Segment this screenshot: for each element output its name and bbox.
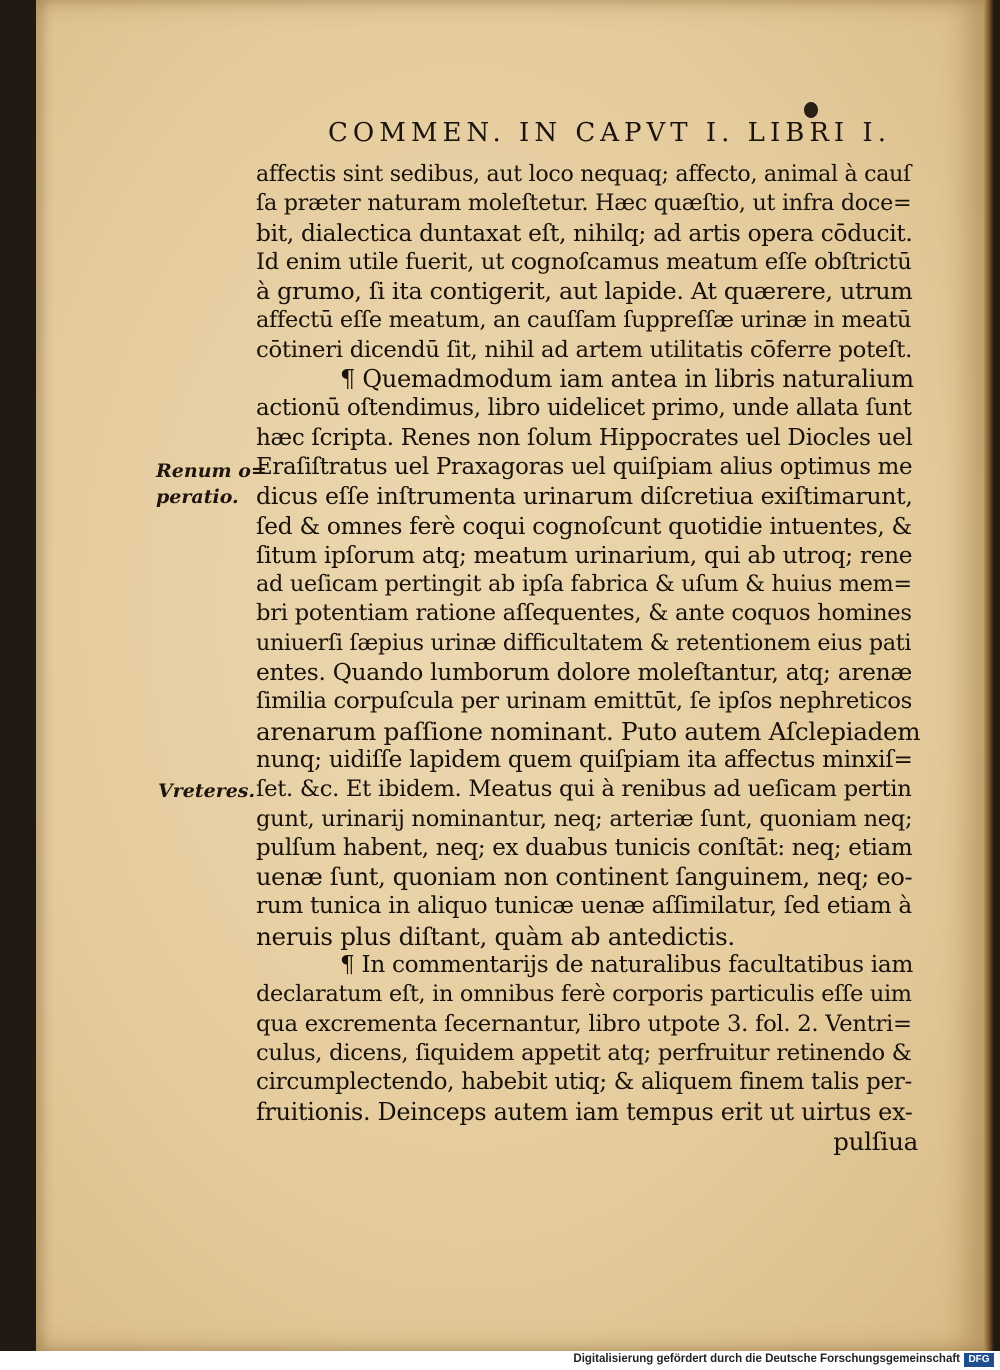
text-line: circumplectendo, habebit utiq; & aliquem finem talis per- bbox=[256, 1069, 912, 1096]
marginal-note-ureteres bbox=[158, 778, 255, 804]
text-line: Id enim utile fuerit, ut cognoſcamus meatum eſſe obſtrictū bbox=[256, 248, 912, 275]
text-line: affectū eſſe meatum, an cauſſam ſuppreſſæ urinæ in meatū bbox=[256, 307, 912, 334]
text-line: nunq; uidiſſe lapidem quem quiſpiam ita affectus minxiſ= bbox=[256, 746, 913, 773]
text-line: entes. Quando lumborum dolore moleſtantur, atq; arenæ bbox=[256, 658, 913, 687]
text-line: culus, dicens, ſiquidem appetit atq; perfruitur retinendo & bbox=[256, 1039, 912, 1066]
text-line: ſimilia corpuſcula per urinam emittūt, ſe ipſos nephreticos bbox=[256, 688, 913, 715]
text-line: rum tunica in aliquo tunicæ uenæ aſſimilatur, ſed etiam à bbox=[256, 893, 912, 920]
text-line: ſet. &c. Et ibidem. Meatus qui à renibus ad ueſicam pertin bbox=[256, 776, 912, 803]
text-line: affectis sint sedibus, aut loco nequaq; affecto, animal à cauſ bbox=[256, 161, 911, 187]
text-line: fruitionis. Deinceps autem iam tempus erit ut uirtus ex- bbox=[256, 1097, 913, 1126]
marginal-note-line: peratio. bbox=[156, 486, 239, 508]
text-line: actionū oſtendimus, libro uidelicet primo, unde allata ſunt bbox=[256, 395, 912, 422]
marginal-note-line: Vreteres. bbox=[158, 780, 256, 802]
text-line: à grumo, ſi ita contigerit, aut lapide. At quærere, utrum bbox=[256, 277, 913, 306]
paragraph-start-line: ¶ Quemadmodum iam antea in libris naturalium bbox=[340, 365, 914, 394]
text-line: ſitum ipſorum atq; meatum urinarium, qui ab utroq; rene bbox=[256, 541, 913, 569]
text-line: cōtineri dicendū ſit, nihil ad artem utilitatis cōferre poteſt. bbox=[256, 336, 913, 363]
ink-blot bbox=[804, 102, 818, 118]
text-line: dicus eſſe inſtrumenta urinarum diſcretiua exiſtimarunt, bbox=[256, 482, 913, 511]
text-line: neruis plus diſtant, quàm ab antedictis. bbox=[256, 921, 735, 951]
body-text bbox=[256, 160, 920, 1156]
text-line: ſed & omnes ferè coqui cognoſcunt quotidie intuentes, & bbox=[256, 512, 912, 540]
text-line: uniuerſi ſæpius urinæ difficultatem & retentionem eius pati bbox=[256, 629, 912, 656]
marginal-note-renum bbox=[156, 458, 267, 510]
text-line: declaratum eſt, in omnibus ferè corporis particulis eſſe uim bbox=[256, 981, 912, 1008]
running-head: COMMEN. IN CAPVT I. LIBRI I. bbox=[328, 118, 891, 148]
catchword: pulſiua bbox=[833, 1126, 918, 1156]
text-line: ad ueſicam pertingit ab ipſa fabrica & uſum & huius mem= bbox=[256, 571, 912, 598]
marginal-note-line: Renum o= bbox=[156, 460, 267, 482]
text-line: hæc ſcripta. Renes non ſolum Hippocrates uel Diocles uel bbox=[256, 424, 913, 451]
text-line: bit, dialectica duntaxat eſt, nihilq; ad artis opera cōducit. bbox=[256, 219, 913, 247]
text-line: ſa præter naturam moleſtetur. Hæc quæſtio, ut infra doce= bbox=[256, 190, 912, 217]
dfg-logo: DFG bbox=[964, 1353, 994, 1367]
text-line: arenarum paſſione nominant. Puto autem Aſclepiadem bbox=[256, 716, 921, 746]
text-line: pulſum habent, neq; ex duabus tunicis conſtāt: neq; etiam bbox=[256, 834, 913, 861]
footer-bar bbox=[0, 1351, 1000, 1370]
paragraph-start-line: ¶ In commentarijs de naturalibus facultatibus iam bbox=[340, 952, 914, 979]
text-line: gunt, urinarij nominantur, neq; arteriæ ſunt, quoniam neq; bbox=[256, 805, 913, 832]
page-edge bbox=[984, 0, 994, 1351]
text-line: qua excrementa ſecernantur, libro utpote 3. fol. 2. Ventri= bbox=[256, 1010, 912, 1037]
funding-credit: Digitalisierung gefördert durch die Deutsche Forschungsgemeinschaft bbox=[573, 1353, 960, 1365]
text-line: bri potentiam ratione aſſequentes, & ante coquos homines bbox=[256, 600, 912, 627]
text-line: Eraſiſtratus uel Praxagoras uel quiſpiam alius optimus me bbox=[256, 453, 913, 480]
text-line: uenæ ſunt, quoniam non continent ſanguinem, neq; eo- bbox=[256, 863, 913, 892]
